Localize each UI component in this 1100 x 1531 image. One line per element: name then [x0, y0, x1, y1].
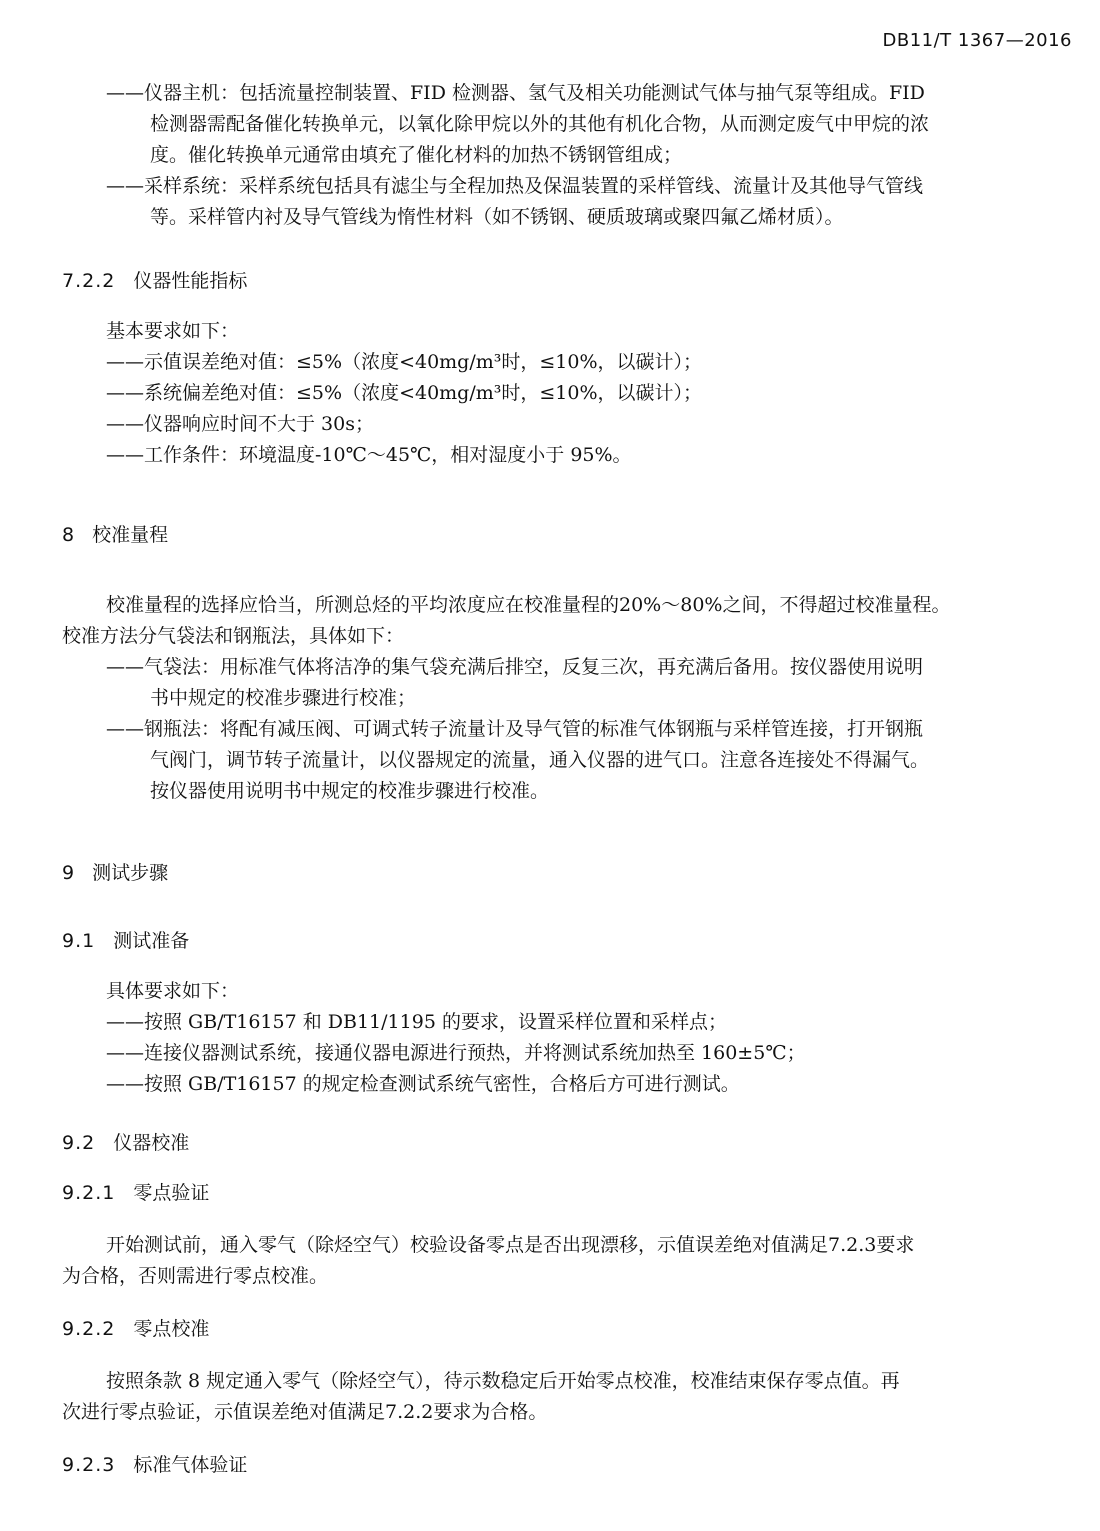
- section-number: 9.2.1: [62, 1182, 116, 1204]
- section-title: 零点校准: [133, 1318, 210, 1340]
- section-heading-9-2-1: [62, 1178, 209, 1208]
- section-heading-9-2-2: [62, 1314, 209, 1344]
- list-item-line: ——按照 GB/T16157 的规定检查测试系统气密性，合格后方可进行测试。: [106, 1073, 740, 1095]
- list-item-line: ——连接仪器测试系统，接通仪器电源进行预热，并将测试系统加热至 160±5℃；: [106, 1042, 806, 1064]
- section-title: 仪器校准: [113, 1132, 190, 1154]
- section-7-2-2-body: [0, 316, 1100, 471]
- list-item-line: ——仪器响应时间不大于 30s；: [106, 413, 374, 435]
- section-title: 校准量程: [92, 524, 169, 546]
- body-line: 为合格，否则需进行零点校准。: [62, 1265, 329, 1287]
- section-heading-9-2: [62, 1128, 189, 1158]
- body-line: 按照条款 8 规定通入零气（除烃空气），待示数稳定后开始零点校准，校准结束保存零点值。再: [106, 1370, 900, 1392]
- section-heading-9: [62, 858, 168, 888]
- list-item-line: ——钢瓶法：将配有减压阀、可调式转子流量计及导气管的标准气体钢瓶与采样管连接，打开钢瓶: [106, 718, 924, 740]
- body-line: 基本要求如下：: [106, 320, 240, 342]
- section-heading-9-2-3: [62, 1450, 247, 1480]
- section-title: 测试步骤: [92, 862, 169, 884]
- section-number: 9: [62, 862, 75, 884]
- list-item-line: 等。采样管内衬及导气管线为惰性材料（如不锈钢、硬质玻璃或聚四氟乙烯材质）。: [150, 206, 844, 228]
- list-item-line: ——系统偏差绝对值：≤5%（浓度<40mg/m³时，≤10%，以碳计）；: [106, 382, 703, 404]
- list-item-line: ——气袋法：用标准气体将洁净的集气袋充满后排空，反复三次，再充满后备用。按仪器使用说明: [106, 656, 924, 678]
- body-line: 开始测试前，通入零气（除烃空气）校验设备零点是否出现漂移，示值误差绝对值满足7.2.3要求: [106, 1234, 915, 1256]
- intro-list: [0, 78, 1100, 233]
- section-9-1-body: [0, 976, 1100, 1100]
- section-title: 零点验证: [133, 1182, 210, 1204]
- list-item-line: 度。催化转换单元通常由填充了催化材料的加热不锈钢管组成；: [150, 144, 683, 166]
- list-item-line: ——工作条件：环境温度-10℃～45℃，相对湿度小于 95%。: [106, 444, 632, 466]
- section-number: 9.1: [62, 930, 96, 952]
- section-heading-8: [62, 520, 168, 550]
- section-heading-7-2-2: [62, 266, 247, 296]
- section-number: 7.2.2: [62, 270, 116, 292]
- list-item-line: ——示值误差绝对值：≤5%（浓度<40mg/m³时，≤10%，以碳计）；: [106, 351, 703, 373]
- section-8-body: [0, 590, 1100, 807]
- section-number: 9.2: [62, 1132, 96, 1154]
- section-heading-9-1: [62, 926, 189, 956]
- list-item-line: 气阀门，调节转子流量计，以仪器规定的流量，通入仪器的进气口。注意各连接处不得漏气。: [150, 749, 930, 771]
- section-number: 9.2.3: [62, 1454, 116, 1476]
- list-item-line: ——按照 GB/T16157 和 DB11/1195 的要求，设置采样位置和采样点；: [106, 1011, 727, 1033]
- body-line: 次进行零点验证，示值误差绝对值满足7.2.2要求为合格。: [62, 1401, 548, 1423]
- section-9-2-1-body: [0, 1230, 1100, 1292]
- section-number: 8: [62, 524, 75, 546]
- list-item-line: 按仪器使用说明书中规定的校准步骤进行校准。: [150, 780, 550, 802]
- section-9-2-2-body: [0, 1366, 1100, 1428]
- body-line: 具体要求如下：: [106, 980, 240, 1002]
- list-item-line: ——仪器主机：包括流量控制装置、FID 检测器、氢气及相关功能测试气体与抽气泵等组成。FID: [106, 82, 925, 104]
- document-id-header: DB11/T 1367—2016: [882, 30, 1072, 51]
- list-item-line: ——采样系统：采样系统包括具有滤尘与全程加热及保温装置的采样管线、流量计及其他导气管线: [106, 175, 924, 197]
- section-title: 标准气体验证: [133, 1454, 248, 1476]
- section-title: 仪器性能指标: [133, 270, 248, 292]
- list-item-line: 书中规定的校准步骤进行校准；: [150, 687, 417, 709]
- section-number: 9.2.2: [62, 1318, 116, 1340]
- body-line: 校准方法分气袋法和钢瓶法，具体如下：: [62, 625, 405, 647]
- list-item-line: 检测器需配备催化转换单元，以氧化除甲烷以外的其他有机化合物，从而测定废气中甲烷的浓: [150, 113, 930, 135]
- body-line: 校准量程的选择应恰当，所测总烃的平均浓度应在校准量程的20%～80%之间，不得超过校准量程。: [106, 594, 951, 616]
- section-title: 测试准备: [113, 930, 190, 952]
